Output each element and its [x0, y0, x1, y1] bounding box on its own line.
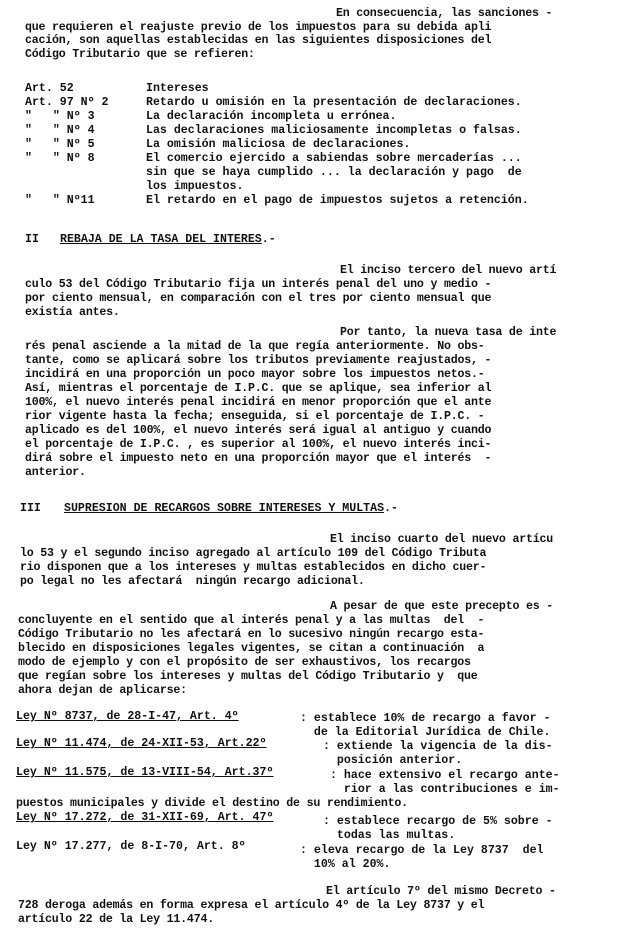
law-description: : extiende la vigencia de la dis- — [323, 740, 553, 753]
paragraph-line: po legal no les afectará ningún recargo adicional. — [20, 575, 365, 588]
paragraph-line: aplicado es del 100%, el nuevo interés será igual al antiguo y cuando — [25, 424, 492, 437]
law-description-continued: puestos municipales y divide el destino de su rendimiento. — [16, 797, 408, 810]
paragraph-line: lo 53 y el segundo inciso agregado al artículo 109 del Código Tributa — [20, 547, 487, 560]
paragraph-line: El inciso tercero del nuevo artí — [340, 264, 557, 277]
law-reference: Ley Nº 17.272, de 31-XII-69, Art. 47º — [16, 811, 274, 824]
article-text: El comercio ejercido a sabiendas sobre mercaderías ... — [146, 152, 522, 165]
section-numeral: II — [25, 233, 39, 246]
article-text: El retardo en el pago de impuestos sujetos a retención. — [146, 194, 529, 207]
paragraph-line: tante, como se aplicará sobre los tributos previamente reajustados, - — [25, 354, 492, 367]
law-description: : hace extensivo el recargo ante- — [330, 769, 560, 782]
article-text: Las declaraciones maliciosamente incompletas o falsas. — [146, 124, 522, 137]
section-heading — [64, 502, 398, 515]
paragraph-line: rio disponen que a los intereses y multas establecidos en dicho cuer- — [20, 561, 487, 574]
law-description: 10% al 20%. — [300, 858, 391, 871]
article-ref: " " Nº 3 — [25, 110, 95, 123]
paragraph-line: incidirá en una proporción un poco mayor sobre los impuestos netos.- — [25, 368, 485, 381]
paragraph-line: 728 deroga además en forma expresa el artículo 4º de la Ley 8737 y el — [18, 899, 485, 912]
article-text: Intereses — [146, 82, 209, 95]
law-reference: Ley Nº 17.277, de 8-I-70, Art. 8º — [16, 840, 246, 853]
paragraph-line: Por tanto, la nueva tasa de inte — [340, 326, 557, 339]
intro-line: que requieren el reajuste previo de los impuestos para su debida apli — [25, 21, 492, 34]
paragraph-line: concluyente en el sentido que al interés penal y a las multas del - — [18, 614, 485, 627]
article-ref: " " Nº 8 — [25, 152, 95, 165]
intro-line: Código Tributario que se refieren: — [25, 48, 255, 61]
paragraph-line: 100%, el nuevo interés penal incidirá en menor proporción que el ante — [25, 396, 492, 409]
section-heading-suffix: .- — [261, 233, 276, 246]
section-heading-text: REBAJA DE LA TASA DEL INTERES — [60, 233, 262, 246]
law-description: : eleva recargo de la Ley 8737 del — [300, 844, 544, 857]
paragraph-line: que regían sobre los intereses y multas del Código Tributario y que — [18, 670, 478, 683]
law-description: todas las multas. — [323, 829, 456, 842]
section-heading-text: SUPRESION DE RECARGOS SOBRE INTERESES Y MULTAS — [64, 502, 385, 515]
section-numeral: III — [20, 502, 41, 515]
paragraph-line: Código Tributario no les afectará en lo sucesivo ningún recargo esta- — [18, 628, 485, 641]
section-heading-suffix: .- — [384, 502, 398, 515]
article-text: La omisión maliciosa de declaraciones. — [146, 138, 411, 151]
paragraph-line: el porcentaje de I.P.C. , es superior al 100%, el nuevo interés inci- — [25, 438, 492, 451]
paragraph-line: culo 53 del Código Tributario fija un interés penal del uno y medio - — [25, 278, 492, 291]
article-ref: " " Nº 5 — [25, 138, 95, 151]
law-reference: Ley Nº 11.575, de 13-VIII-54, Art.37º — [16, 766, 274, 779]
paragraph-line: rior vigente hasta la fecha; enseguida, si el porcentaje de I.P.C. - — [25, 410, 485, 423]
paragraph-line: A pesar de que este precepto es - — [330, 600, 553, 613]
paragraph-line: existía antes. — [25, 306, 120, 319]
paragraph-line: El artículo 7º del mismo Decreto - — [326, 885, 556, 898]
law-description: rior a las contribuciones e im- — [330, 783, 560, 796]
paragraph-line: blecido en disposiciones legales vigentes, se citan a continuación a — [18, 642, 485, 655]
article-text: sin que se haya cumplido ... la declaración y pago de — [146, 166, 522, 179]
law-description: de la Editorial Jurídica de Chile. — [300, 726, 551, 739]
paragraph-line: artículo 22 de la Ley 11.474. — [18, 913, 214, 926]
article-ref: Art. 52 — [25, 82, 74, 95]
law-description: : establece recargo de 5% sobre - — [323, 815, 553, 828]
law-reference: Ley Nº 11.474, de 24-XII-53, Art.22º — [16, 737, 267, 750]
intro-line: cación, son aquellas establecidas en las siguientes disposiciones del — [25, 34, 492, 47]
article-text: los impuestos. — [146, 180, 244, 193]
law-description: posición anterior. — [323, 754, 463, 767]
paragraph-line: ahora dejan de aplicarse: — [18, 684, 187, 697]
article-ref: " " Nº11 — [25, 194, 95, 207]
article-text: La declaración incompleta u errónea. — [146, 110, 397, 123]
paragraph-line: rés penal asciende a la mitad de la que regía anteriormente. No obs- — [25, 340, 485, 353]
article-ref: " " Nº 4 — [25, 124, 95, 137]
paragraph-line: modo de ejemplo y con el propósito de ser exhaustivos, los recargos — [18, 656, 471, 669]
law-description: : establece 10% de recargo a favor - — [300, 712, 551, 725]
paragraph-line: por ciento mensual, en comparación con el tres por ciento mensual que — [25, 292, 492, 305]
paragraph-line: Así, mientras el porcentaje de I.P.C. que se aplique, sea inferior al — [25, 382, 492, 395]
law-reference: Ley Nº 8737, de 28-I-47, Art. 4º — [16, 710, 239, 723]
intro-line: En consecuencia, las sanciones - — [336, 7, 553, 20]
article-ref: Art. 97 Nº 2 — [25, 96, 109, 109]
article-text: Retardo u omisión en la presentación de declaraciones. — [146, 96, 522, 109]
section-heading — [60, 233, 276, 246]
paragraph-line: El inciso cuarto del nuevo artícu — [330, 533, 553, 546]
paragraph-line: dirá sobre el impuesto neto en una proporción mayor que el interés - — [25, 452, 492, 465]
paragraph-line: anterior. — [25, 466, 86, 479]
